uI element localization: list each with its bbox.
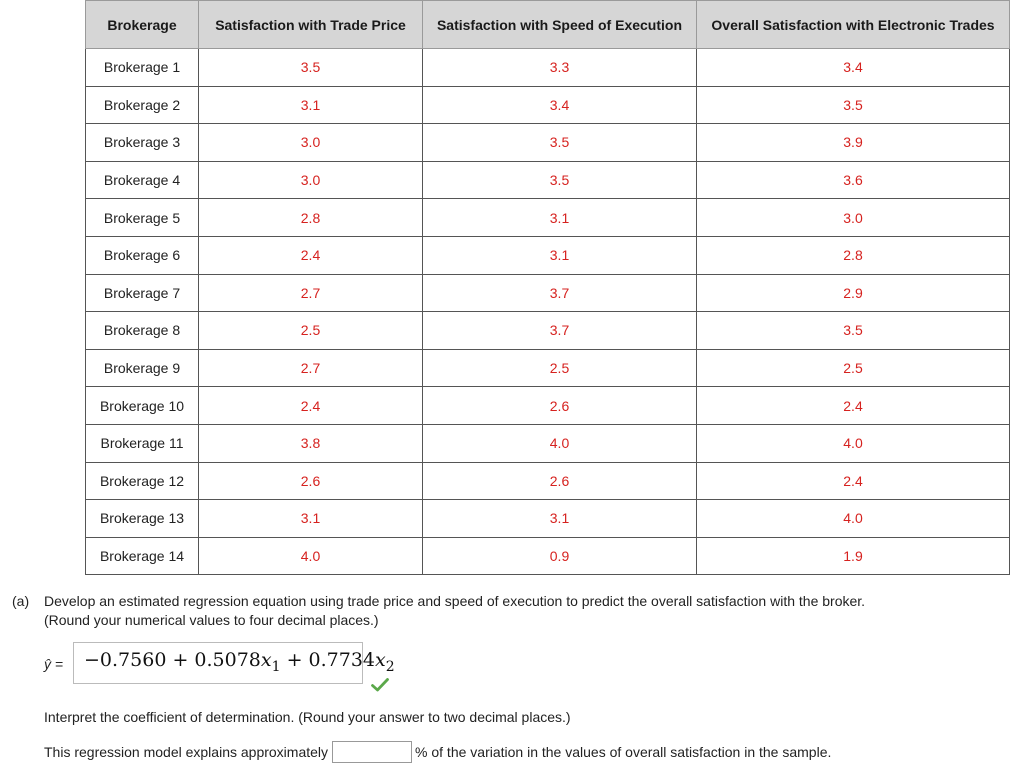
brokerage-table [85,0,1010,575]
header-brokerage: Brokerage [86,1,199,49]
question-line-2: (Round your numerical values to four decimal places.) [44,612,379,628]
table-row [86,236,1010,274]
cell-speed: 3.1 [423,199,697,237]
table-row [86,424,1010,462]
table-row [86,312,1010,350]
cell-overall: 4.0 [697,424,1010,462]
table-row [86,537,1010,575]
header-trade-price: Satisfaction with Trade Price [199,1,423,49]
cell-overall: 2.4 [697,387,1010,425]
cell-overall: 1.9 [697,537,1010,575]
cell-speed: 3.5 [423,161,697,199]
cell-brokerage-name: Brokerage 11 [86,424,199,462]
cell-brokerage-name: Brokerage 8 [86,312,199,350]
cell-speed: 4.0 [423,424,697,462]
final-suffix: % of the variation in the values of overall satisfaction in the sample. [415,744,832,760]
cell-overall: 2.8 [697,236,1010,274]
cell-trade-price: 2.8 [199,199,423,237]
eq-var-2: x [375,649,386,671]
cell-speed: 2.5 [423,349,697,387]
cell-speed: 3.7 [423,312,697,350]
final-prefix: This regression model explains approximately [44,744,329,760]
cell-speed: 3.5 [423,124,697,162]
table-row [86,387,1010,425]
cell-brokerage-name: Brokerage 6 [86,236,199,274]
table-row [86,161,1010,199]
cell-speed: 3.3 [423,49,697,87]
cell-brokerage-name: Brokerage 3 [86,124,199,162]
cell-trade-price: 3.5 [199,49,423,87]
r-squared-input[interactable] [332,741,412,763]
cell-overall: 2.5 [697,349,1010,387]
cell-speed: 2.6 [423,462,697,500]
cell-overall: 4.0 [697,500,1010,538]
table-row [86,199,1010,237]
check-icon [371,678,389,692]
cell-trade-price: 2.5 [199,312,423,350]
cell-speed: 3.1 [423,500,697,538]
eq-sub-1: 1 [271,658,281,675]
question-line-1: Develop an estimated regression equation using trade price and speed of execution to predict the overall satisfaction with the broker. [44,593,866,609]
cell-trade-price: 4.0 [199,537,423,575]
yhat-label: ŷ = [44,656,64,672]
cell-trade-price: 3.0 [199,161,423,199]
cell-speed: 3.4 [423,86,697,124]
cell-trade-price: 3.1 [199,500,423,538]
cell-overall: 3.0 [697,199,1010,237]
cell-speed: 3.1 [423,236,697,274]
cell-trade-price: 3.1 [199,86,423,124]
cell-brokerage-name: Brokerage 1 [86,49,199,87]
cell-brokerage-name: Brokerage 10 [86,387,199,425]
cell-trade-price: 3.0 [199,124,423,162]
cell-trade-price: 3.8 [199,424,423,462]
question-a [12,592,1012,630]
eq-part-1: −0.7560 + 0.5078 [84,649,261,671]
cell-overall: 3.5 [697,86,1010,124]
eq-var-1: x [260,649,272,671]
table-row [86,349,1010,387]
cell-overall: 3.6 [697,161,1010,199]
table-row [86,124,1010,162]
table-row [86,49,1010,87]
cell-brokerage-name: Brokerage 2 [86,86,199,124]
cell-speed: 2.6 [423,387,697,425]
cell-speed: 3.7 [423,274,697,312]
cell-brokerage-name: Brokerage 9 [86,349,199,387]
cell-brokerage-name: Brokerage 12 [86,462,199,500]
cell-trade-price: 2.4 [199,387,423,425]
final-answer-line [44,741,831,763]
cell-trade-price: 2.6 [199,462,423,500]
table-row [86,86,1010,124]
cell-overall: 3.9 [697,124,1010,162]
cell-speed: 0.9 [423,537,697,575]
cell-trade-price: 2.4 [199,236,423,274]
cell-brokerage-name: Brokerage 13 [86,500,199,538]
cell-overall: 2.4 [697,462,1010,500]
table-row [86,462,1010,500]
table-row [86,500,1010,538]
cell-overall: 3.5 [697,312,1010,350]
question-label: (a) [12,593,30,609]
cell-overall: 2.9 [697,274,1010,312]
regression-equation-answer[interactable] [73,642,395,684]
cell-brokerage-name: Brokerage 7 [86,274,199,312]
table-header-row [86,1,1010,49]
cell-overall: 3.4 [697,49,1010,87]
header-speed: Satisfaction with Speed of Execution [423,1,697,49]
table-row [86,274,1010,312]
interpret-instruction: Interpret the coefficient of determination. (Round your answer to two decimal places.) [44,709,571,725]
cell-trade-price: 2.7 [199,274,423,312]
eq-sub-2: 2 [385,658,395,675]
eq-part-2: + 0.7734 [280,649,376,671]
header-overall: Overall Satisfaction with Electronic Trades [697,1,1010,49]
cell-trade-price: 2.7 [199,349,423,387]
cell-brokerage-name: Brokerage 4 [86,161,199,199]
cell-brokerage-name: Brokerage 14 [86,537,199,575]
cell-brokerage-name: Brokerage 5 [86,199,199,237]
